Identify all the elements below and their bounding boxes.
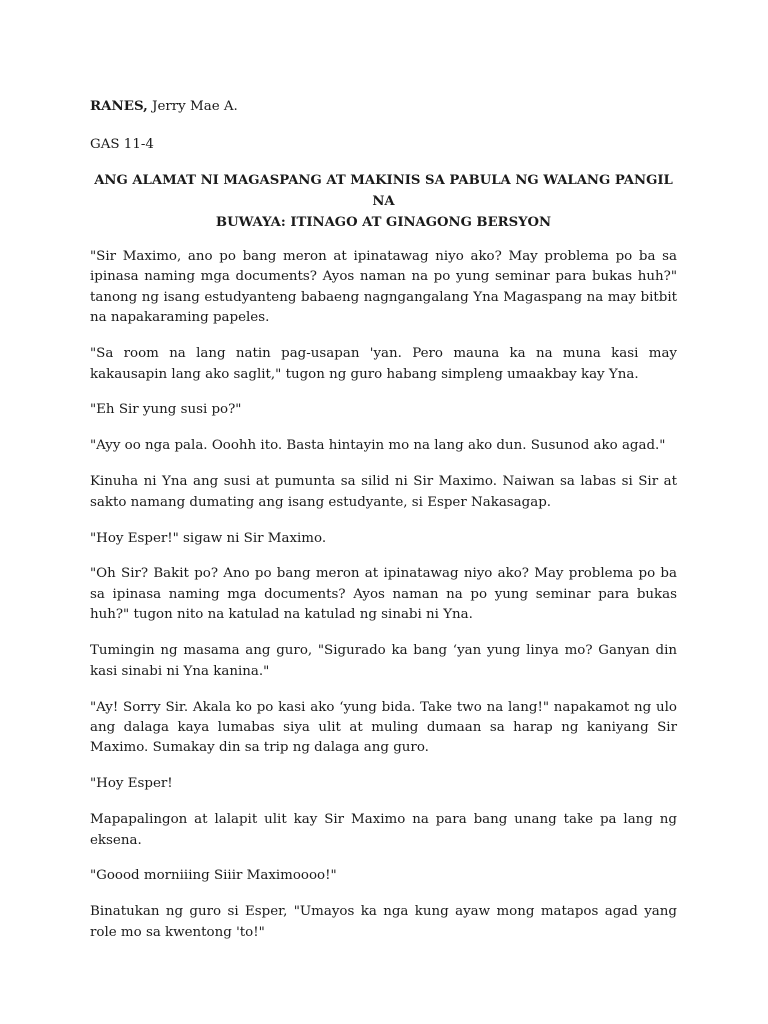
paragraph-12: "Goood morniiing Siiir Maximoooo!": [90, 868, 337, 884]
paragraph-13: Binatukan ng guro si Esper, "Umayos ka nga kung ayaw mong matapos agad yang role mo sa kwentong 'to!": [90, 904, 677, 940]
paragraph-7: "Oh Sir? Bakit po? Ano po bang meron at ipinatawag niyo ako? May problema po ba sa ipinasa naming mga documents? Ayos naman na po yung seminar para bukas huh?" tugon nito na katulad na katulad ng sinabi ni Yna.: [90, 566, 677, 623]
paragraph-4: "Ayy oo nga pala. Ooohh ito. Basta hintayin mo na lang ako dun. Susunod ako agad.": [90, 438, 666, 454]
paragraph-6: "Hoy Esper!" sigaw ni Sir Maximo.: [90, 530, 327, 546]
paragraph-9: "Ay! Sorry Sir. Akala ko po kasi ako ‘yung bida. Take two na lang!" napakamot ng ulo ang dalaga kaya lumabas siya ulit at muling dumaan sa harap ng kaniyang Sir Maximo. Sumakay din sa trip ng dalaga ang guro.: [90, 699, 677, 756]
document-page: [90, 96, 677, 959]
document-title: [90, 170, 677, 233]
author-line: [90, 96, 677, 117]
title-line-1: ANG ALAMAT NI MAGASPANG AT MAKINIS SA PABULA NG WALANG PANGIL NA: [94, 173, 673, 209]
paragraph-1: "Sir Maximo, ano po bang meron at ipinatawag niyo ako? May problema po ba sa ipinasa naming mga documents? Ayos naman na po yung seminar para bukas huh?" tanong ng isang estudyanteng babaeng nagngangalang Yna Magaspang na may bitbit na napakaraming papeles.: [90, 249, 677, 326]
author-surname: RANES,: [90, 98, 148, 114]
paragraph-2: "Sa room na lang natin pag-usapan 'yan. Pero mauna ka na muna kasi may kakausapin lang ako saglit," tugon ng guro habang simpleng umaakbay kay Yna.: [90, 346, 677, 382]
class-section: GAS 11-4: [90, 137, 154, 152]
paragraph-10: "Hoy Esper!: [90, 776, 173, 792]
paragraph-11: Mapapalingon at lalapit ulit kay Sir Maximo na para bang unang take pa lang ng eksena.: [90, 812, 677, 848]
paragraph-8: Tumingin ng masama ang guro, "Sigurado ka bang ‘yan yung linya mo? Ganyan din kasi sinabi ni Yna kanina.": [90, 643, 677, 679]
paragraph-3: "Eh Sir yung susi po?": [90, 402, 242, 418]
paragraph-5: Kinuha ni Yna ang susi at pumunta sa silid ni Sir Maximo. Naiwan sa labas si Sir at sakto namang dumating ang isang estudyante, si Esper Nakasagap.: [90, 474, 677, 510]
title-line-2: BUWAYA: ITINAGO AT GINAGONG BERSYON: [215, 215, 552, 230]
author-given-name: Jerry Mae A.: [147, 99, 238, 114]
